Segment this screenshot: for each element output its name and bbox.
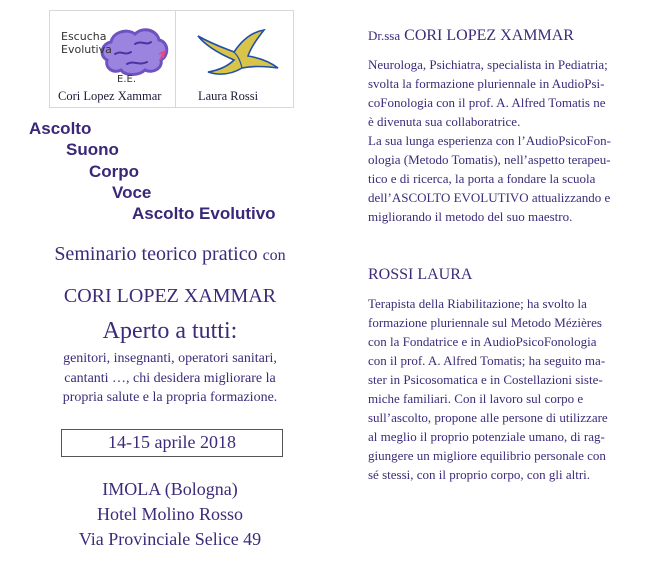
stair-word-2: Suono <box>66 140 119 159</box>
bio1-name: CORI LOPEZ XAMMAR <box>404 27 574 44</box>
bio1-line: dell’ASCOLTO EVOLUTIVO attualizzando e <box>368 190 611 205</box>
location-city: IMOLA (Bologna) <box>102 479 238 499</box>
bio2-line: ster in Psicosomatica e in Costellazioni siste- <box>368 372 603 387</box>
bio2-text <box>368 294 608 484</box>
bio1-line: La sua lunga esperienza con l’AudioPsicoFon- <box>368 133 611 148</box>
bio2-line: formazione pluriennale sul Metodo Mézières <box>368 315 602 330</box>
bio2-line: giungere un migliore equilibrio personale con <box>368 448 606 463</box>
logo-word-1: Escucha <box>61 30 107 43</box>
location-address: Via Provinciale Selice 49 <box>78 529 262 549</box>
stair-word-5: Ascolto Evolutivo <box>132 204 276 223</box>
audience-line-1: genitori, insegnanti, operatori sanitari, <box>63 351 277 366</box>
stair-word-1: Ascolto <box>29 119 92 138</box>
stair-word-3: Corpo <box>89 162 140 181</box>
logo-word-2: Evolutiva <box>61 43 112 56</box>
audience-heading: Aperto a tutti: <box>102 318 238 344</box>
bio2-line: miche familiari. Con il lavoro sul corpo e <box>368 391 584 406</box>
lead-name: CORI LOPEZ XAMMAR <box>63 285 277 307</box>
bio1-line: è divenuta sua collaboratrice. <box>368 114 521 129</box>
audience-line-3: propria salute e la propria formazione. <box>62 390 278 405</box>
audience-text <box>10 349 330 408</box>
bio2-line: con la Fondatrice e in AudioPsicoFonologia <box>368 334 597 349</box>
escucha-evolutiva-logo <box>55 16 170 84</box>
stair-word-4: Voce <box>112 183 152 202</box>
location-venue: Hotel Molino Rosso <box>96 504 243 524</box>
bio2-name: ROSSI LAURA <box>368 266 473 283</box>
bird-logo <box>190 22 282 80</box>
bio1-line: coFonologia con il prof. A. Alfred Tomatis ne <box>368 95 606 110</box>
bio1-line: migliorando il metodo del suo maestro. <box>368 209 573 224</box>
seminar-title-text: Seminario teorico pratico <box>54 243 258 265</box>
seminar-title <box>10 243 330 266</box>
event-date: 14-15 aprile 2018 <box>108 432 236 452</box>
bio1-heading <box>368 27 574 45</box>
audience-line-2: cantanti …, chi desidera migliorare la <box>64 370 276 386</box>
bio1-prefix: Dr.ssa <box>368 28 401 43</box>
logo-mark: E.E. <box>117 74 136 84</box>
bio1-text <box>368 55 611 226</box>
bio2-line: al meglio il proprio potenziale umano, di rag- <box>368 429 605 444</box>
bio2-line: con il prof. A. Alfred Tomatis; ha seguito ma- <box>368 353 606 368</box>
bio1-line: Neurologa, Psichiatra, specialista in Pediatria; <box>368 57 608 72</box>
bio2-line: sé stessi, con il proprio corpo, con gli altri. <box>368 467 591 482</box>
logo-divider <box>175 10 176 108</box>
bio1-line: svolta la formazione pluriennale in AudioPsi- <box>368 76 605 91</box>
seminar-connector: con <box>262 247 286 264</box>
bio2-line: Terapista della Riabilitazione; ha svolto la <box>368 296 587 311</box>
bio1-line: tico e di ricerca, la porta a fondare la scuola <box>368 171 596 186</box>
bio2-line: sull’ascolto, propone alle persone di utilizzare <box>368 410 608 425</box>
right-logo-caption: Laura Rossi <box>198 89 259 103</box>
event-location <box>10 477 330 552</box>
left-logo-caption: Cori Lopez Xammar <box>58 89 162 103</box>
bio1-line: ologia (Metodo Tomatis), nell’aspetto terapeu- <box>368 152 611 167</box>
